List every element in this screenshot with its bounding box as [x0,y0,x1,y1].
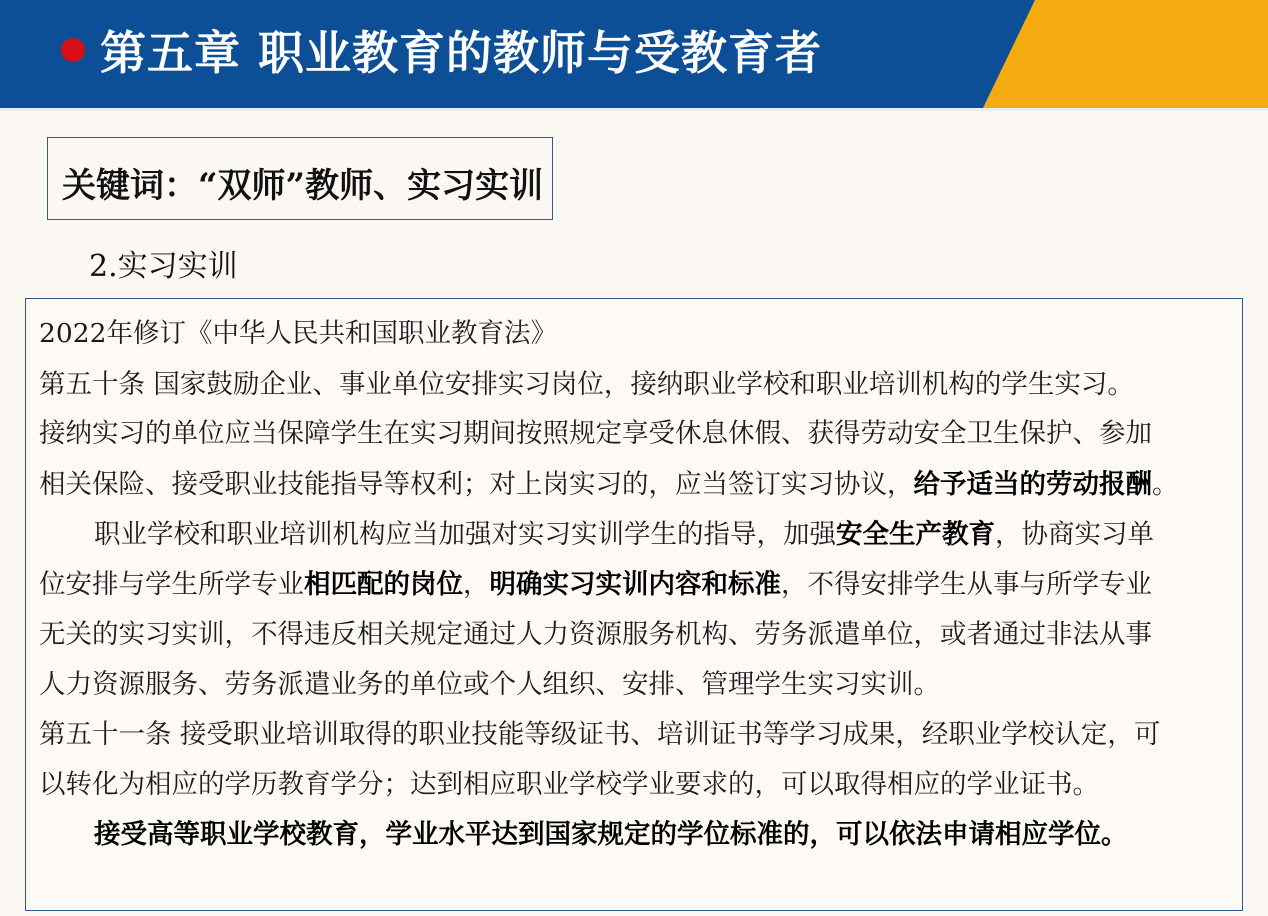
section-heading: 2.实习实训 [89,249,238,284]
text-segment: ， [463,569,490,600]
bold-segment: 给予适当的劳动报酬 [913,469,1152,500]
text-segment: ，不得安排学生从事与所学专业 [781,569,1152,600]
bold-segment: 安全生产教育 [836,519,995,550]
text-segment: 第五十一条 接受职业培训取得的职业技能等级证书、培训证书等学习成果，经职业学校认定，可 [39,719,1161,750]
text-segment: 位安排与学生所学专业 [39,569,304,600]
text-segment: 职业学校和职业培训机构应当加强对实习实训学生的指导，加强 [94,519,836,550]
text-segment: 相关保险、接受职业技能指导等权利；对上岗实习的，应当签订实习协议， [39,469,914,500]
text-segment: ，协商实习单 [995,519,1154,550]
slide-header [0,0,1268,108]
keyword-text: 关键词：“双师”教师、实习实训 [62,166,544,206]
text-segment: 人力资源服务、劳务派遣业务的单位或个人组织、安排、管理学生实习实训。 [39,669,940,700]
content-line [94,515,1154,555]
text-segment: 以转化为相应的学历教育学分；达到相应职业学校学业要求的，可以取得相应的学业证书。 [39,769,1099,800]
chapter-title: 第五章 职业教育的教师与受教育者 [100,26,823,80]
bold-segment: 接受高等职业学校教育，学业水平达到国家规定的学位标准的，可以依法申请相应学位。 [94,819,1128,850]
content-line [39,365,1134,405]
content-line [94,815,1128,855]
text-segment: 2022年修订《中华人民共和国职业教育法》 [39,318,557,349]
text-segment: 无关的实习实训，不得违反相关规定通过人力资源服务机构、劳务派遣单位，或者通过非法从事 [39,619,1152,650]
text-segment: 接纳实习的单位应当保障学生在实习期间按照规定享受休息休假、获得劳动安全卫生保护、参加 [39,418,1152,449]
law-excerpt-box [25,298,1243,911]
content-line [39,665,940,705]
content-line [39,715,1160,755]
content-line [39,314,557,354]
header-divider [0,108,1268,111]
text-segment: 。 [1152,469,1179,500]
bold-segment: 明确实习实训内容和标准 [489,569,781,600]
keyword-box [47,137,553,220]
content-line [39,465,1179,505]
bold-segment: 相匹配的岗位 [304,569,463,600]
content-line [39,615,1152,655]
header-accent-shape [983,0,1268,108]
text-segment: 第五十条 国家鼓励企业、事业单位安排实习岗位，接纳职业学校和职业培训机构的学生实习。 [39,369,1134,400]
red-bullet-icon [61,38,85,62]
content-line [39,565,1152,605]
content-line [39,765,1099,805]
content-line [39,414,1152,454]
